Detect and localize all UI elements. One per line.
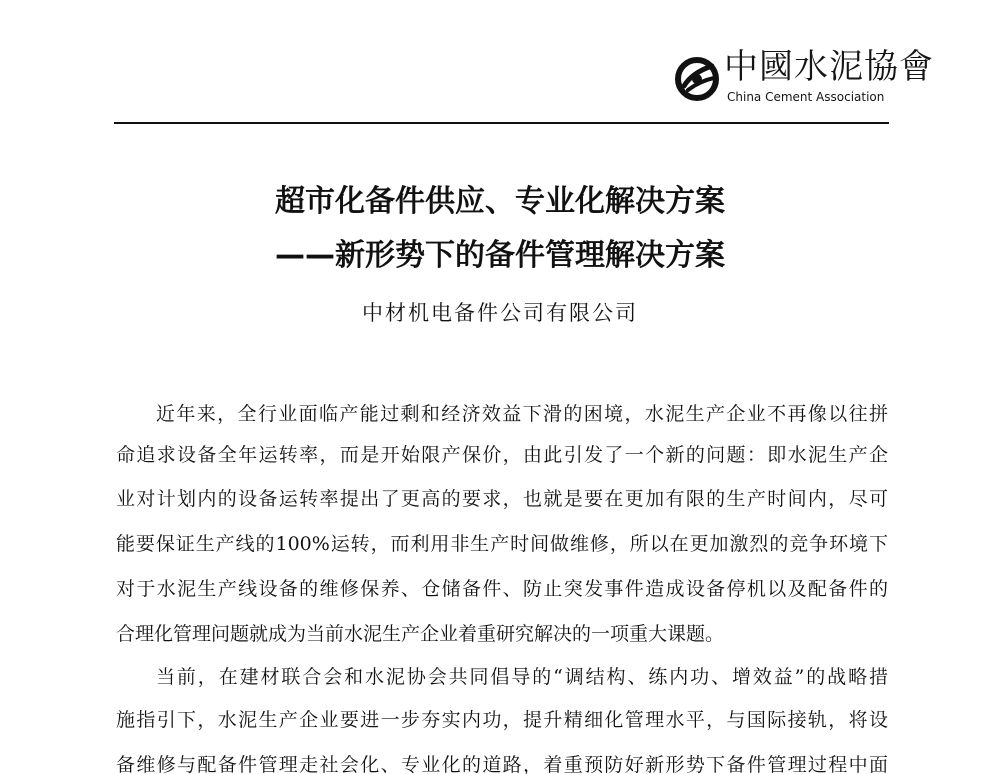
page-header <box>0 0 1000 128</box>
paragraph-1-line-1: 近年来，全行业面临产能过剩和经济效益下滑的困境，水泥生产企业不再像以往拼 <box>156 403 888 425</box>
association-logo <box>674 44 934 110</box>
paragraph-2-line-1: 当前，在建材联合会和水泥协会共同倡导的“调结构、练内功、增效益”的战略措 <box>156 666 888 688</box>
paragraph-1-line-5: 对于水泥生产线设备的维修保养、仓储备件、防止突发事件造成设备停机以及配备件的 <box>116 578 888 600</box>
document-title: 超市化备件供应、专业化解决方案 <box>275 184 725 219</box>
paragraph-2-line-2: 施指引下，水泥生产企业要进一步夯实内功，提升精细化管理水平，与国际接轨，将设 <box>116 709 888 731</box>
paragraph-1-line-6: 合理化管理问题就成为当前水泥生产企业着重研究解决的一项重大课题。 <box>116 623 725 645</box>
paragraph-2-line-3: 备维修与配备件管理走社会化、专业化的道路，着重预防好新形势下备件管理过程中面 <box>116 754 888 774</box>
logo-chinese-name: 中國水泥協會 <box>724 47 934 87</box>
logo-english-name: China Cement Association <box>727 90 885 104</box>
header-rule <box>114 122 889 124</box>
cement-association-emblem-icon <box>674 56 720 102</box>
paragraph-1-line-3: 业对计划内的设备运转率提出了更高的要求，也就是要在更加有限的生产时间内，尽可 <box>116 488 888 510</box>
paragraph-1-line-4: 能要保证生产线的100%运转，而利用非生产时间做维修，所以在更加激烈的竞争环境下 <box>116 533 888 555</box>
paragraph-1-line-2: 命追求设备全年运转率，而是开始限产保价，由此引发了一个新的问题：即水泥生产企 <box>116 444 888 466</box>
author-organization: 中材机电备件公司有限公司 <box>362 301 638 325</box>
document-subtitle: ——新形势下的备件管理解决方案 <box>275 238 725 273</box>
